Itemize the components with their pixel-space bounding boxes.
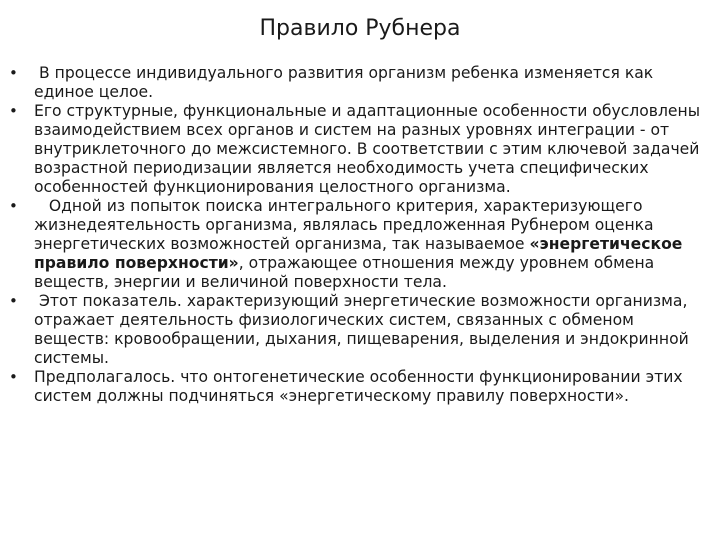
- bullet-text-before: Одной из попыток поиска интегрального критерия, характеризующего жизнедеятельность организма, являлась предложенная Рубнером оценка энергетических возможностей организма, так называемое: [34, 197, 659, 253]
- bullet-item-3: [0, 197, 720, 292]
- bullet-dot-icon: •: [9, 368, 18, 386]
- bullet-dot-icon: •: [9, 102, 18, 120]
- bullet-item-4: [0, 292, 720, 368]
- bullet-text: Этот показатель. характеризующий энергетические возможности организма, отражает деятельность физиологических систем, связанных с обменом веществ: кровообращении, дыхания, пищеварения, выделения и эндокринной системы.: [34, 292, 694, 367]
- bullet-text-bold: «энергетическое правило поверхности»: [34, 235, 683, 272]
- bullet-text: Предполагалось. что онтогенетические особенности функционировании этих систем должны подчиняться «энергетическому правилу поверхности».: [34, 368, 683, 405]
- bullet-dot-icon: •: [9, 197, 18, 215]
- bullet-dot-icon: •: [9, 64, 18, 82]
- bullet-item-1: [0, 64, 720, 102]
- bullet-text-after: , отражающее отношения между уровнем обмена веществ, энергии и величиной поверхности тела.: [34, 254, 655, 291]
- bullet-text: Его структурные, функциональные и адаптационные особенности обусловлены взаимодействием всех органов и систем на разных уровнях интеграции - от внутриклеточного до межсистемного. В соответствии с этим ключевой задачей возрастной периодизации является необходимость учета специфических особенностей функционирования целостного организма.: [34, 102, 701, 196]
- slide-title: Правило Рубнера: [259, 16, 461, 41]
- bullet-item-2: [0, 102, 720, 197]
- bullet-text: В процессе индивидуального развития организм ребенка изменяется как единое целое.: [34, 64, 659, 101]
- bullet-list: [0, 64, 720, 406]
- bullet-item-5: [0, 368, 720, 406]
- bullet-dot-icon: •: [9, 292, 18, 310]
